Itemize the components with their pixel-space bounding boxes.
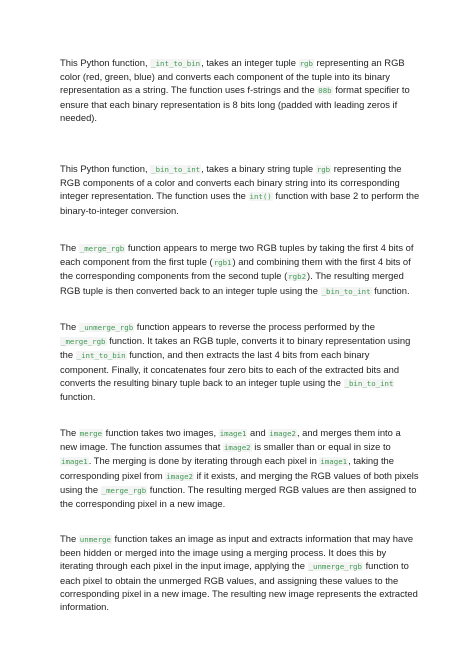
text-run: function with base 2 to perform the binary-to-integer conversion. [60, 190, 420, 216]
inline-code: image2 [166, 471, 193, 481]
text-run: , takes a binary string tuple [201, 163, 316, 174]
paragraph-unmerge-rgb [60, 320, 420, 403]
inline-code: rgb [316, 165, 331, 174]
text-run: function appears to reverse the process performed by the [134, 321, 375, 332]
text-run: , and merges them into a new image. The function assumes that [60, 427, 401, 453]
text-run: representing an RGB color (red, green, blue) and converts each component of the tuple into its binary representation as a string. The function uses f-strings and the [60, 57, 405, 96]
text-run: , taking the corresponding pixel from [60, 455, 394, 481]
inline-code: rgb [299, 59, 313, 68]
inline-code: _bin_to_int [151, 165, 201, 174]
inline-code: rgb2 [288, 272, 307, 282]
inline-code: _merge_rgb [61, 337, 106, 347]
inline-code: image1 [61, 457, 88, 467]
inline-code: _int_to_bin [76, 351, 126, 361]
paragraph-int-to-bin [60, 56, 420, 124]
inline-code: int() [249, 192, 272, 202]
text-run: This Python function, [60, 163, 151, 174]
text-run: function to each pixel to obtain the unmerged RGB values, and assigning these values to the corresponding pixel in a new image. The resulting new image represents the extracted information. [60, 560, 418, 613]
text-run: The [60, 427, 79, 438]
text-run: . The merging is done by iterating through each pixel in [88, 455, 320, 467]
inline-code: unmerge [79, 535, 111, 544]
text-run: function. [60, 391, 96, 403]
text-run: function. [371, 284, 410, 296]
inline-code: image1 [320, 457, 348, 467]
inline-code: image1 [219, 429, 247, 438]
inline-code: _merge_rgb [79, 244, 125, 253]
text-run: The [60, 533, 79, 544]
inline-code: _merge_rgb [101, 485, 147, 495]
text-run: ). The resulting merged RGB tuple is then converted back to an integer tuple using the [60, 270, 404, 296]
text-run: function, and then extracts the last 4 bits from each binary component. Finally, it concatenates four zero bits to each of the extracted bits and converts the resulting binary tuple back to an integer tuple using the [60, 349, 400, 388]
paragraph-bin-to-int [60, 162, 420, 217]
inline-code: 08b [318, 86, 332, 96]
text-run: The [60, 321, 79, 332]
text-run: ) and combining them with the first 4 bits of the corresponding components from the second tuple ( [60, 256, 411, 282]
inline-code: merge [79, 429, 103, 438]
inline-code: _unmerge_rgb [308, 562, 362, 572]
inline-code: _bin_to_int [344, 378, 394, 388]
inline-code: image2 [223, 443, 251, 453]
inline-code: _bin_to_int [321, 286, 371, 296]
text-run: function. It takes an RGB tuple, converts it to binary representation using the [60, 335, 411, 361]
paragraph-merge-rgb [60, 241, 420, 298]
text-run: The [60, 242, 79, 253]
text-run: This Python function, [60, 57, 151, 68]
text-run: function. The resulting merged RGB values are then assigned to the corresponding pixel in a new image. [60, 483, 417, 510]
text-run: function takes two images, [103, 427, 219, 438]
inline-code: _int_to_bin [151, 59, 201, 68]
text-run: format specifier to ensure that each binary representation is 8 bits long (padded with leading zeros if needed). [60, 84, 410, 123]
paragraph-unmerge [60, 532, 420, 613]
text-run: representing the RGB components of a color and converts each binary string into its corresponding integer representation. The function uses the [60, 163, 402, 202]
text-run: function takes an image as input and extracts information that may have been hidden or merged into the image using a merging process. It does this by iterating through each pixel in the input image, applying the [60, 533, 414, 572]
text-run: function appears to merge two RGB tuples by taking the first 4 bits of each component from the first tuple ( [60, 242, 414, 268]
text-run: , takes an integer tuple [201, 57, 299, 68]
inline-code: image2 [269, 429, 296, 438]
paragraph-merge [60, 426, 420, 510]
inline-code: _unmerge_rgb [79, 323, 134, 332]
inline-code: rgb1 [213, 258, 232, 268]
text-run: and [247, 427, 269, 438]
text-run: if it exists, and merging the RGB values of both pixels using the [60, 469, 419, 495]
text-run: is smaller than or equal in size to [251, 441, 391, 453]
